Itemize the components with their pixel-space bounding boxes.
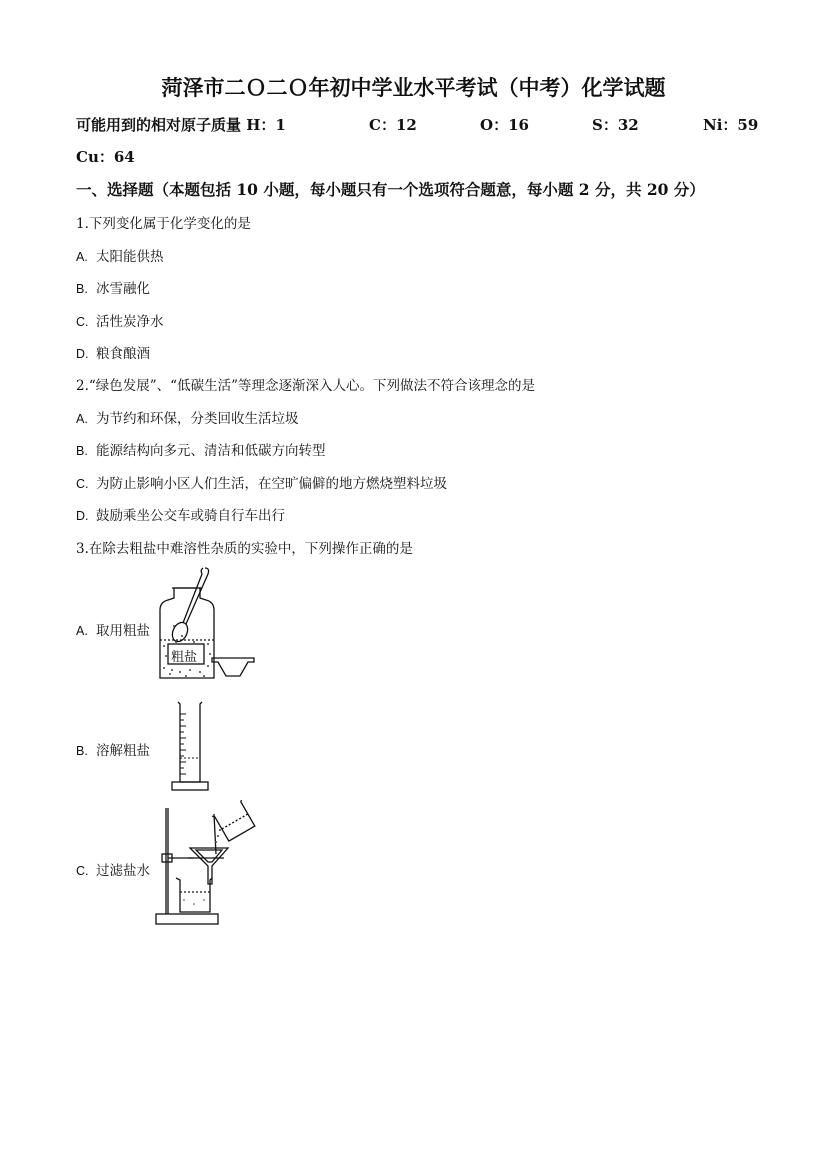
section-heading: 一、选择题（本题包括 10 小题，每小题只有一个选项符合题意，每小题 2 分，共 20 分）	[76, 180, 705, 199]
question-1-option-d	[76, 342, 150, 362]
question-2-option-d	[76, 504, 285, 524]
question-1-option-a	[76, 245, 164, 265]
option-text: 取用粗盐	[96, 623, 150, 639]
option-text: 冰雪融化	[96, 281, 150, 297]
option-text: 太阳能供热	[96, 249, 164, 265]
question-2-stem: 2.“绿色发展”、“低碳生活”等理念逐渐深入人心。下列做法不符合该理念的是	[76, 378, 535, 394]
atomic-mass-label-h: 可能用到的相对原子质量 H：1	[76, 116, 286, 134]
option-text: 粮食酿酒	[96, 346, 150, 362]
option-letter: C.	[76, 315, 89, 329]
atomic-mass-s: S：32	[592, 116, 639, 134]
option-text: 鼓励乘坐公交车或骑自行车出行	[96, 508, 285, 524]
question-3-option-a	[76, 619, 150, 639]
atomic-mass-cu: Cu：64	[76, 148, 135, 166]
page-title: 菏泽市二Ｏ二Ｏ年初中学业水平考试（中考）化学试题	[161, 75, 666, 100]
question-3-option-b	[76, 739, 150, 759]
option-letter: B.	[76, 282, 88, 296]
option-letter: B.	[76, 444, 88, 458]
graduated-cylinder-figure	[170, 700, 210, 792]
question-3-option-c	[76, 859, 150, 879]
question-1-stem: 1.下列变化属于化学变化的是	[76, 216, 251, 232]
option-text: 溶解粗盐	[96, 743, 150, 759]
question-1-option-b	[76, 277, 150, 297]
option-letter: A.	[76, 250, 88, 264]
option-text: 为节约和环保，分类回收生活垃圾	[96, 411, 299, 427]
option-letter: C.	[76, 864, 89, 878]
atomic-mass-c: C：12	[369, 116, 417, 134]
question-2-option-c	[76, 472, 447, 492]
option-text: 为防止影响小区人们生活，在空旷偏僻的地方燃烧塑料垃圾	[96, 476, 447, 492]
salt-label: 粗盐	[171, 650, 198, 665]
question-2-option-a	[76, 407, 299, 427]
option-text: 活性炭净水	[96, 314, 164, 330]
salt-bottle-figure	[150, 566, 260, 684]
option-letter: A.	[76, 412, 88, 426]
option-letter: A.	[76, 624, 88, 638]
question-1-option-c	[76, 310, 164, 330]
question-2-option-b	[76, 439, 326, 459]
atomic-mass-o: O：16	[480, 116, 529, 134]
option-letter: B.	[76, 744, 88, 758]
question-3-stem: 3.在除去粗盐中难溶性杂质的实验中，下列操作正确的是	[76, 541, 413, 557]
option-letter: C.	[76, 477, 89, 491]
option-text: 能源结构向多元、清洁和低碳方向转型	[96, 443, 326, 459]
option-letter: D.	[76, 509, 89, 523]
filtration-setup-figure	[152, 800, 260, 928]
option-letter: D.	[76, 347, 89, 361]
option-text: 过滤盐水	[96, 863, 150, 879]
atomic-mass-ni: Ni：59	[703, 116, 759, 134]
